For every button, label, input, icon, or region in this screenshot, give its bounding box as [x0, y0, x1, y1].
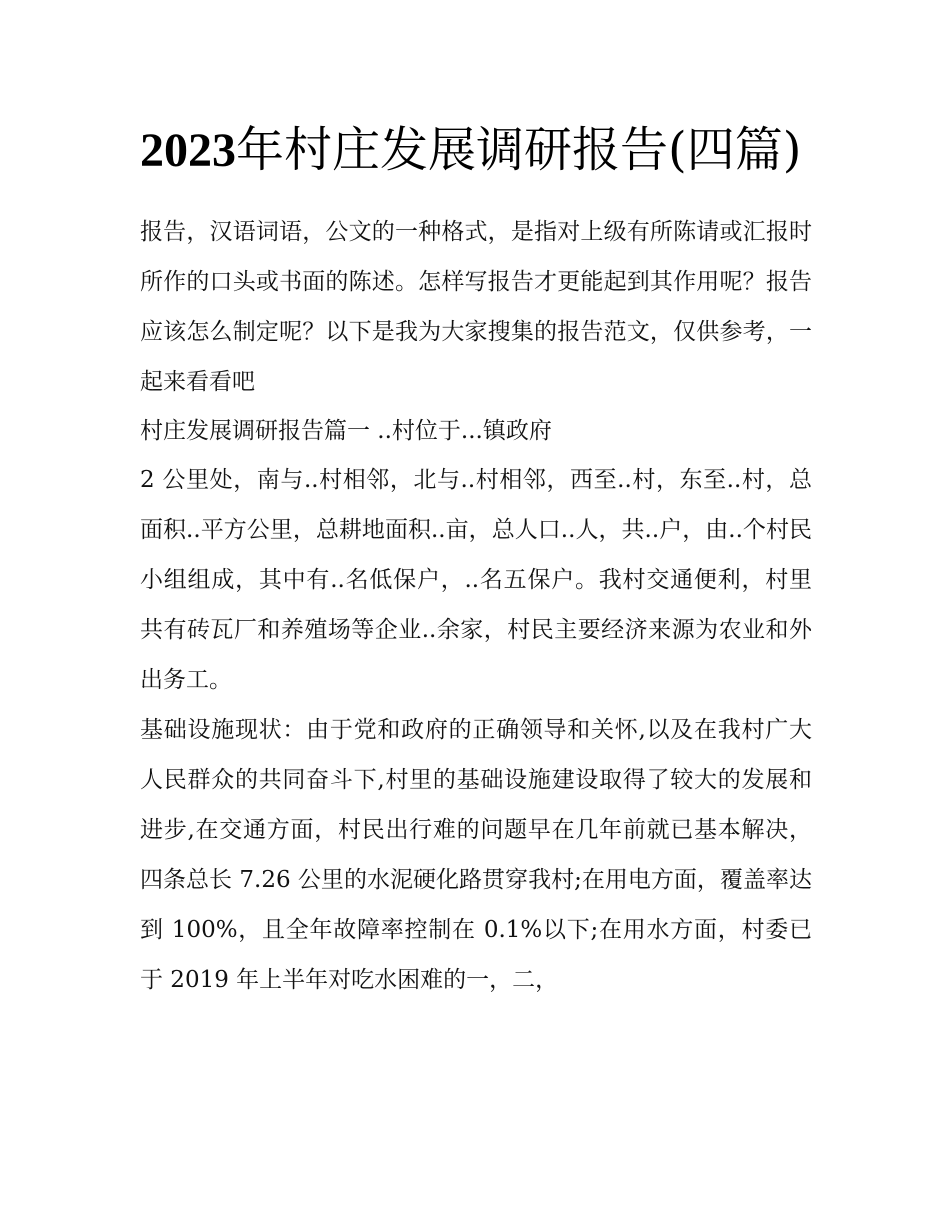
- document-title: [140, 112, 812, 189]
- intro-paragraph: 报告，汉语词语，公文的一种格式，是指对上级有所陈请或汇报时所作的口头或书面的陈述。怎样写报告才更能起到其作用呢？报告应该怎么制定呢？以下是我为大家搜集的报告范文，仅供参考，一起来看看吧: [140, 219, 812, 395]
- title-year: 2023: [140, 124, 236, 177]
- document-page: [140, 112, 812, 1005]
- title-text: 年村庄发展调研报告(四篇): [236, 122, 802, 178]
- infrastructure-paragraph: 基础设施现状：由于党和政府的正确领导和关怀,以及在我村广大人民群众的共同奋斗下,村里的基础设施建设取得了较大的发展和进步,在交通方面，村民出行难的问题早在几年前就已基本解决，四条总长 7.26 公里的水泥硬化路贯穿我村;在用电方面，覆盖率达到 100%，且全年故障率控制在 0.1%以下;在用水方面，村委已于 2019 年上半年对吃水困难的一，二，: [140, 717, 812, 993]
- document-body: [140, 207, 812, 1005]
- section-heading: 村庄发展调研报告篇一 ..村位于...镇政府: [140, 418, 552, 444]
- village-overview-paragraph: 2 公里处，南与..村相邻，北与..村相邻，西至..村，东至..村，总面积..平方公里，总耕地面积..亩，总人口..人，共..户，由..个村民小组组成，其中有..名低保户，..名五保户。我村交通便利，村里共有砖瓦厂和养殖场等企业..余家，村民主要经济来源为农业和外出务工。: [140, 467, 812, 693]
